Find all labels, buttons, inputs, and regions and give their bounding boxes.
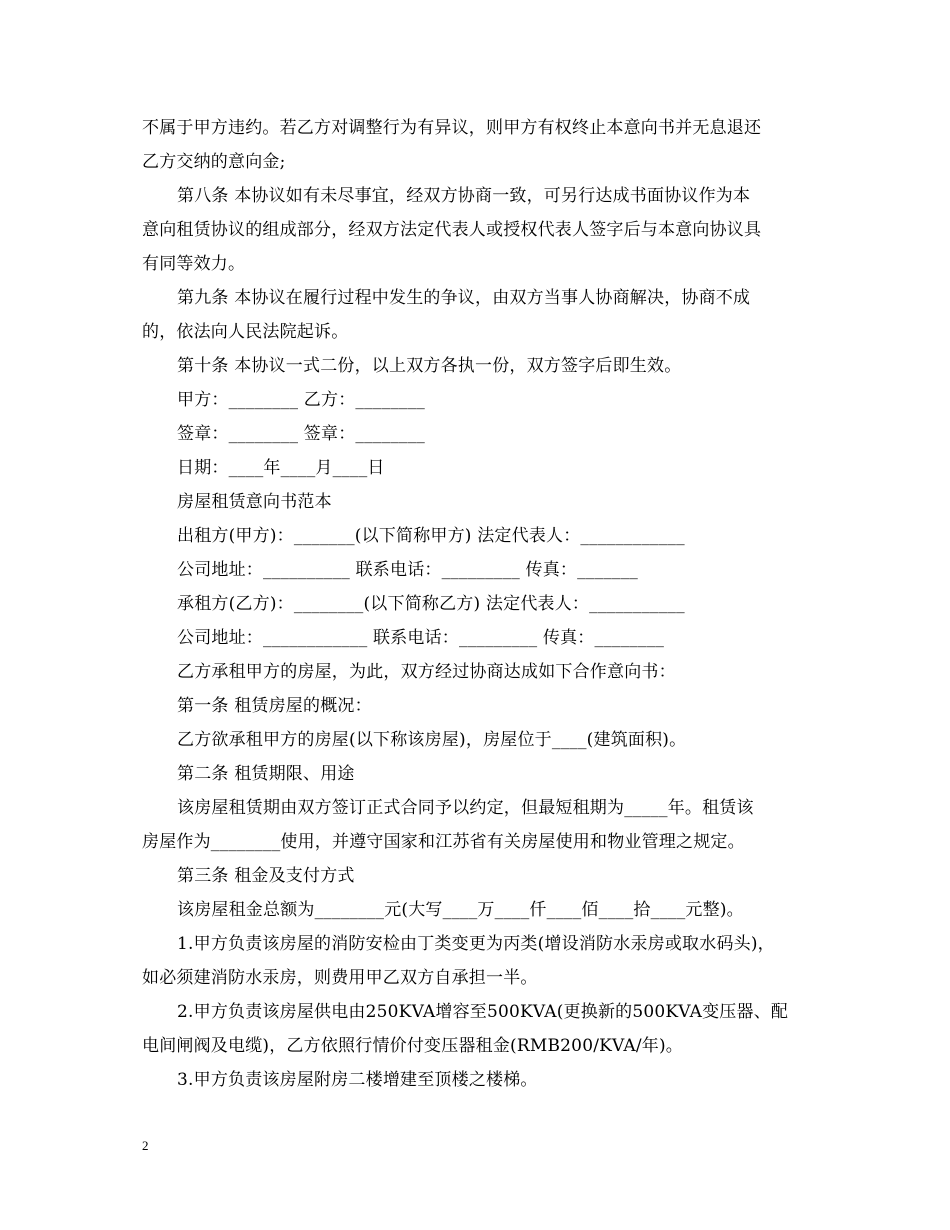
article-9-line: 第九条 本协议在履行过程中发生的争议，由双方当事人协商解决，协商不成: [177, 288, 751, 308]
paragraph-line: 意向租赁协议的组成部分，经双方法定代表人或授权代表人签字后与本意向协议具: [142, 220, 762, 240]
seal-signature-line: 签章：________ 签章：________: [177, 424, 426, 444]
paragraph-line: 电间闸阀及电缆)，乙方依照行情价付变压器租金(RMB200/KVA/年)。: [142, 1036, 683, 1056]
date-line: 日期：____年____月____日: [177, 458, 385, 478]
section-title: 房屋租赁意向书范本: [177, 492, 332, 512]
paragraph-line: 房屋作为________使用，并遵守国家和江苏省有关房屋使用和物业管理之规定。: [142, 832, 745, 852]
lessee-line: 承租方(乙方)：________(以下简称乙方) 法定代表人：___________: [177, 594, 685, 614]
intro-line: 乙方承租甲方的房屋，为此，双方经过协商达成如下合作意向书：: [177, 662, 676, 682]
paragraph-line: 的，依法向人民法院起诉。: [142, 322, 349, 342]
lessee-contact-line: 公司地址：____________ 联系电话：_________ 传真：________: [177, 628, 665, 648]
page-number: 2: [142, 1138, 149, 1153]
lessor-line: 出租方(甲方)：_______(以下简称甲方) 法定代表人：____________: [177, 526, 685, 546]
article-8-line: 第八条 本协议如有未尽事宜，经双方协商一致，可另行达成书面协议作为本: [177, 186, 751, 206]
article-1-heading: 第一条 租赁房屋的概况：: [177, 696, 372, 716]
item-3-line: 3.甲方负责该房屋附房二楼增建至顶楼之楼梯。: [177, 1070, 538, 1090]
item-1-line: 1.甲方负责该房屋的消防安检由丁类变更为丙类(增设消防水汞房或取水码头)，: [177, 934, 775, 954]
paragraph-line: 乙方交纳的意向金;: [142, 152, 286, 172]
paragraph-line: 不属于甲方违约。若乙方对调整行为有异议，则甲方有权终止本意向书并无息退还: [142, 118, 762, 138]
lessor-contact-line: 公司地址：__________ 联系电话：_________ 传真：_______: [177, 560, 639, 580]
item-2-line: 2.甲方负责该房屋供电由250KVA增容至500KVA(更换新的500KVA变压器、配: [177, 1002, 789, 1022]
rent-total-line: 该房屋租金总额为________元(大写____万____仟____佰____拾____元整)。: [177, 900, 744, 920]
paragraph-line: 如必须建消防水汞房，则费用甲乙双方自承担一半。: [142, 968, 538, 988]
article-3-heading: 第三条 租金及支付方式: [177, 866, 355, 886]
paragraph-line: 有同等效力。: [142, 254, 246, 274]
article-2-line: 该房屋租赁期由双方签订正式合同予以约定，但最短租期为_____年。租赁该: [177, 798, 754, 818]
article-1-line: 乙方欲承租甲方的房屋(以下称该房屋)，房屋位于____(建筑面积)。: [177, 730, 687, 750]
article-2-heading: 第二条 租赁期限、用途: [177, 764, 355, 784]
article-10-line: 第十条 本协议一式二份，以上双方各执一份，双方签字后即生效。: [177, 356, 682, 376]
party-signature-line: 甲方：________ 乙方：________: [177, 390, 426, 410]
